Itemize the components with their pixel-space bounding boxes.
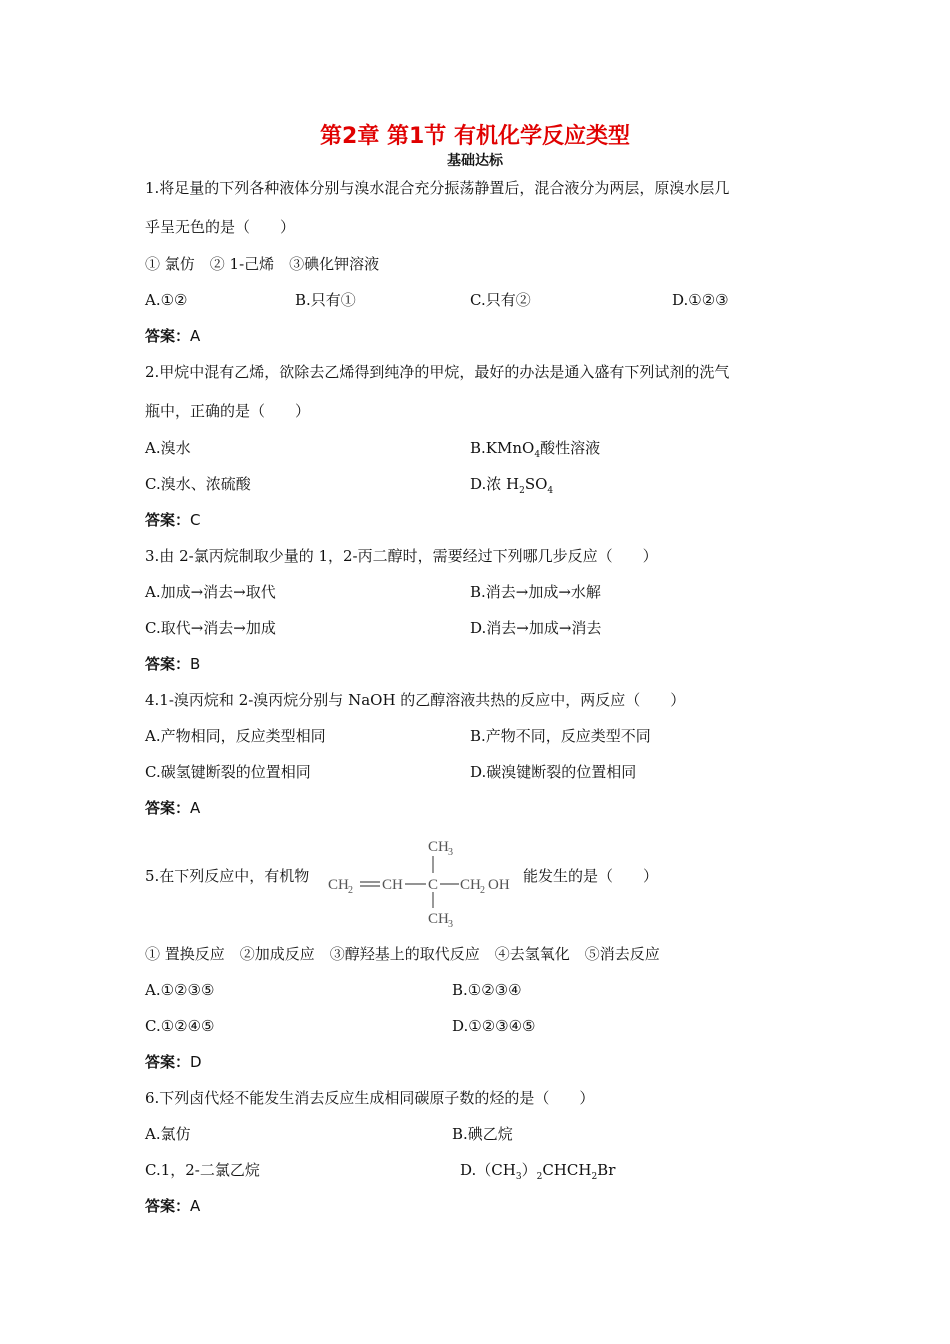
q5-option-b: B.①②③④ [452,981,522,999]
q6-stem: 6.下列卤代烃不能发生消去反应生成相同碳原子数的烃的是（ ） [145,1089,595,1107]
answer-value: B [190,655,201,673]
answer-value: D [190,1053,202,1071]
subscript: 2 [591,1172,598,1182]
q3-answer [145,654,200,674]
q3-stem: 3.由 2-氯丙烷制取少量的 1，2-丙二醇时，需要经过下列哪几步反应（ ） [145,547,658,565]
q4-option-d: D.碳溴键断裂的位置相同 [470,763,637,781]
q2-option-c: C.溴水、浓硫酸 [145,475,251,493]
formula-bottom-sub: 3 [448,919,453,930]
q6-option-a: A.氯仿 [145,1125,191,1143]
q3-option-a: A.加成→消去→取代 [145,583,276,601]
formula-right-oh: OH [488,877,510,893]
q1-stem-line2: 乎呈无色的是（ ） [145,218,296,236]
q5-option-d: D.①②③④⑤ [452,1017,536,1035]
q2-option-b-text: B.KMnO [470,439,535,457]
q2-stem-line1: 2.甲烷中混有乙烯，欲除去乙烯得到纯净的甲烷，最好的办法是通入盛有下列试剂的洗气 [145,363,730,381]
q1-stem-line1: 1.将足量的下列各种液体分别与溴水混合充分振荡静置后，混合液分为两层，原溴水层几 [145,179,730,197]
structural-formula [325,834,525,930]
formula-right-sub: 2 [480,885,485,896]
formula-right-ch: CH [460,877,481,893]
subscript: 4 [547,486,554,496]
q4-answer [145,798,200,818]
q4-option-b: B.产物不同，反应类型不同 [470,727,651,745]
answer-value: A [190,799,201,817]
q6-answer [145,1196,200,1216]
formula-left-sub: 2 [348,885,353,896]
answer-value: A [190,327,201,345]
q2-option-b [470,438,600,465]
q1-option-c: C.只有② [470,291,531,309]
q2-option-b-rest: 酸性溶液 [540,439,601,457]
answer-label: 答案： [145,327,191,345]
answer-value: C [190,511,201,529]
section-subtitle: 基础达标 [447,153,503,169]
q1-option-b: B.只有① [295,291,356,309]
q1-option-d: D.①②③ [672,291,729,309]
q6-option-d [460,1160,615,1187]
formula-left-ch: CH [328,877,349,893]
q2-option-d [470,474,553,501]
q5-option-a: A.①②③⑤ [145,981,215,999]
formula-top-sub: 3 [448,847,453,858]
answer-label: 答案： [145,1197,191,1215]
q2-option-d-text: D.浓 H [470,475,520,493]
answer-label: 答案： [145,1053,191,1071]
q2-option-a: A.溴水 [145,439,191,457]
subscript: 3 [515,1172,522,1182]
q5-stem-prefix: 5.在下列反应中，有机物 [145,867,310,885]
q4-option-c: C.碳氢键断裂的位置相同 [145,763,311,781]
answer-value: A [190,1197,201,1215]
q2-stem-line2: 瓶中，正确的是（ ） [145,402,311,420]
q6-option-b: B.碘乙烷 [452,1125,513,1143]
q4-stem: 4.1-溴丙烷和 2-溴丙烷分别与 NaOH 的乙醇溶液共热的反应中，两反应（ ） [145,691,686,709]
q6-option-d-text: D.（CH [460,1161,516,1179]
answer-label: 答案： [145,799,191,817]
q6-option-c: C.1，2-二氯乙烷 [145,1161,260,1179]
q2-option-d-so: SO [524,475,548,493]
subscript: 2 [519,486,525,496]
q1-answer [145,326,200,346]
q6-option-d-end: Br [597,1161,616,1179]
q6-option-d-tail: CHCH [542,1161,592,1179]
q1-items: ① 氯仿 ② 1-己烯 ③碘化钾溶液 [145,255,380,273]
q1-option-a: A.①② [145,291,188,309]
answer-label: 答案： [145,511,191,529]
q3-option-d: D.消去→加成→消去 [470,619,602,637]
page-title: 第2章 第1节 有机化学反应类型 [320,124,630,149]
q6-option-d-mid: ） [521,1161,537,1179]
q3-option-c: C.取代→消去→加成 [145,619,276,637]
formula-bottom-ch: CH [428,911,449,927]
q4-option-a: A.产物相同，反应类型相同 [145,727,326,745]
q3-option-b: B.消去→加成→水解 [470,583,601,601]
formula-center-c: C [428,877,439,893]
q5-items: ① 置换反应 ②加成反应 ③醇羟基上的取代反应 ④去氢氧化 ⑤消去反应 [145,945,660,963]
answer-label: 答案： [145,655,191,673]
q5-stem-suffix: 能发生的是（ ） [523,867,659,885]
q5-option-c: C.①②④⑤ [145,1017,215,1035]
subscript: 4 [534,450,541,460]
formula-mid-ch: CH [382,877,403,893]
q2-answer [145,510,201,530]
subscript: 2 [536,1172,543,1182]
q5-answer [145,1052,202,1072]
formula-top-ch: CH [428,839,449,855]
